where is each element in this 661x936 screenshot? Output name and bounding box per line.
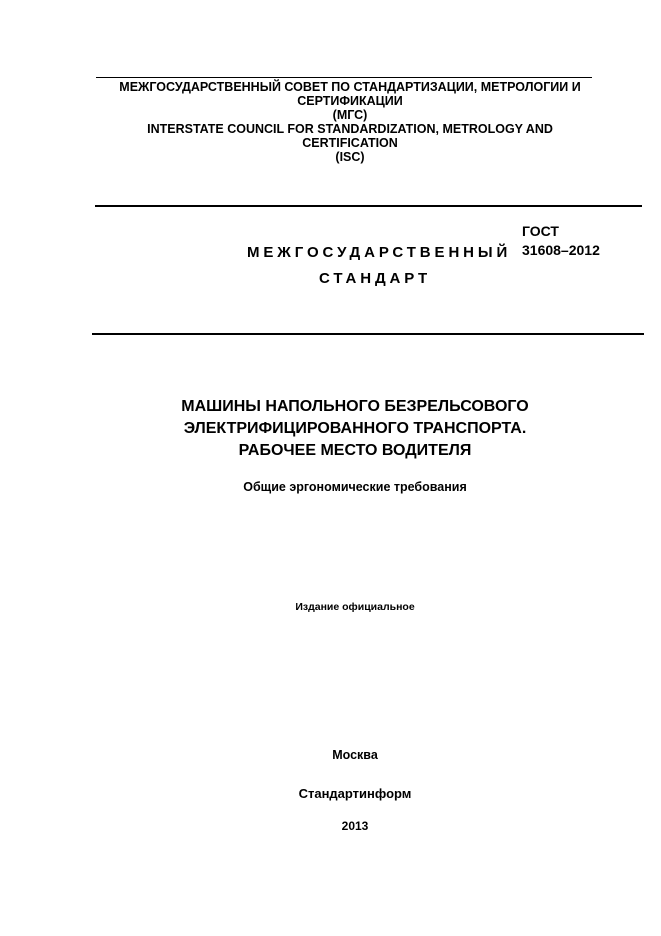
standard-block-bottom-rule <box>92 333 644 335</box>
standard-block-top-rule <box>95 205 642 207</box>
gost-label: ГОСТ <box>522 223 559 239</box>
document-title-line3: РАБОЧЕЕ МЕСТО ВОДИТЕЛЯ <box>238 442 472 459</box>
council-en-abbr: (ISC) <box>335 150 365 164</box>
council-ru-line1: МЕЖГОСУДАРСТВЕННЫЙ СОВЕТ ПО СТАНДАРТИЗАЦИИ, МЕТРОЛОГИИ И <box>119 80 581 94</box>
council-ru-abbr: (МГС) <box>332 108 368 122</box>
document-title-line2: ЭЛЕКТРИФИЦИРОВАННОГО ТРАНСПОРТА. <box>183 420 527 437</box>
document-title-line1: МАШИНЫ НАПОЛЬНОГО БЕЗРЕЛЬСОВОГО <box>181 398 529 415</box>
document-subtitle: Общие эргономические требования <box>243 480 467 494</box>
imprint-publisher: Стандартинформ <box>298 786 412 801</box>
document-title <box>100 396 610 462</box>
standard-type-line2: СТАНДАРТ <box>319 270 432 287</box>
council-en-line2: CERTIFICATION <box>302 136 398 150</box>
header-top-rule <box>96 77 592 78</box>
imprint-year: 2013 <box>341 819 369 833</box>
edition-note: Издание официальное <box>295 601 415 613</box>
standard-type-line1: МЕЖГОСУДАРСТВЕННЫЙ <box>247 244 512 261</box>
council-en-line1: INTERSTATE COUNCIL FOR STANDARDIZATION, METROLOGY AND <box>147 122 553 136</box>
imprint-city: Москва <box>332 748 378 762</box>
council-ru-line2: СЕРТИФИКАЦИИ <box>297 94 403 108</box>
council-header <box>80 80 620 164</box>
gost-number: 31608–2012 <box>522 242 600 258</box>
